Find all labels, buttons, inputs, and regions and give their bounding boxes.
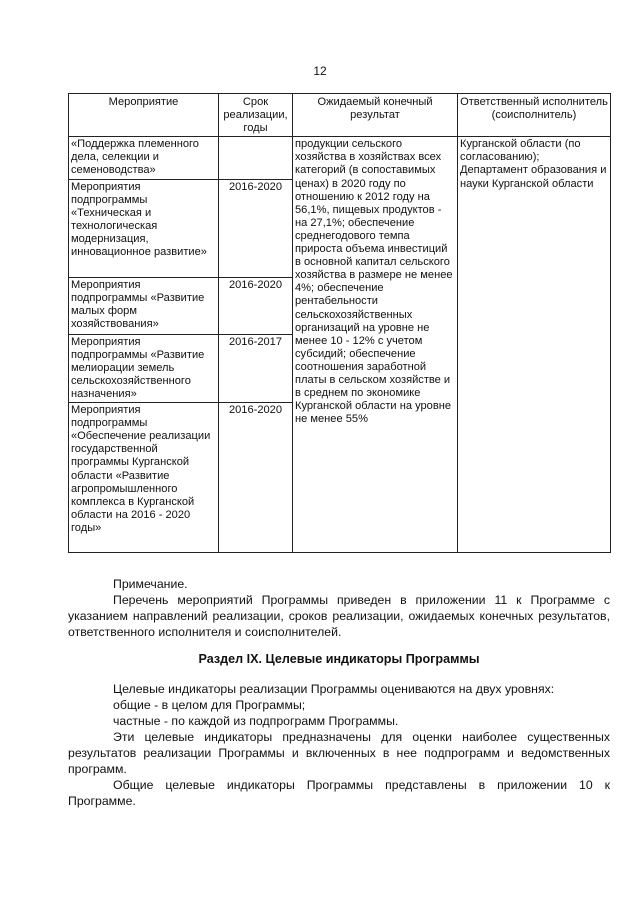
activity-cell: Мероприятия подпрограммы «Техническая и технологическая модернизация, инновационное развитие» <box>69 179 219 277</box>
paragraph: Эти целевые индикаторы предназначены для оценки наиболее существенных результатов реализации Программы и включенных в нее подпрограмм и ведомственных программ. <box>68 730 610 776</box>
table-row <box>69 137 611 179</box>
note-block <box>68 576 610 640</box>
header-result: Ожидаемый конечный результат <box>293 94 458 137</box>
table-header-row <box>69 94 611 137</box>
paragraph: Целевые индикаторы реализации Программы оцениваются на двух уровнях: <box>113 682 555 696</box>
term-cell: 2016-2017 <box>219 334 293 402</box>
header-executor: Ответственный исполнитель (соисполнитель) <box>458 94 611 137</box>
header-activity: Мероприятие <box>69 94 219 137</box>
activity-cell: Мероприятия подпрограммы «Обеспечение реализации государственной программы Курганской области «Развитие агропромышленного комплекса в Курганской области на 2016 - 2020 годы» <box>69 403 219 553</box>
page-number: 12 <box>313 64 327 78</box>
note-title: Примечание. <box>113 577 188 591</box>
paragraph: Общие целевые индикаторы Программы представлены в приложении 10 к Программе. <box>68 778 610 808</box>
activities-table <box>68 93 611 553</box>
term-cell <box>219 137 293 179</box>
term-cell: 2016-2020 <box>219 179 293 277</box>
paragraph: частные - по каждой из подпрограмм Программы. <box>113 714 399 728</box>
header-term: Срок реализации, годы <box>219 94 293 137</box>
paragraph: общие - в целом для Программы; <box>113 698 306 712</box>
term-cell: 2016-2020 <box>219 277 293 334</box>
note-text: Перечень мероприятий Программы приведен в приложении 11 к Программе с указанием направлений реализации, сроков реализации, ожидаемых конечных результатов, ответственного исполнителя и соисполнителей. <box>68 593 610 639</box>
activity-cell: «Поддержка племенного дела, селекции и семеноводства» <box>69 137 219 179</box>
activity-cell: Мероприятия подпрограммы «Развитие мелиорации земель сельскохозяйственного назначения» <box>69 334 219 402</box>
activity-cell: Мероприятия подпрограммы «Развитие малых форм хозяйствования» <box>69 277 219 334</box>
term-cell: 2016-2020 <box>219 403 293 553</box>
section-body <box>68 681 610 809</box>
section-heading: Раздел IX. Целевые индикаторы Программы <box>198 652 480 666</box>
result-cell: продукции сельского хозяйства в хозяйствах всех категорий (в сопоставимых ценах) в 2020 году по отношению к 2012 году на 56,1%, пищевых продуктов - на 27,1%; обеспечение среднегодового темпа прироста объема инвестиций в основной капитал сельского хозяйства в размере не менее 4%; обеспечение рентабельности сельскохозяйственных организаций на уровне не менее 10 - 12% с учетом субсидий; обеспечение соотношения заработной платы в сельском хозяйстве и в среднем по экономике Курганской области на уровне не менее 55% <box>293 137 458 553</box>
executor-cell: Курганской области (по согласованию); Департамент образования и науки Курганской области <box>458 137 611 553</box>
